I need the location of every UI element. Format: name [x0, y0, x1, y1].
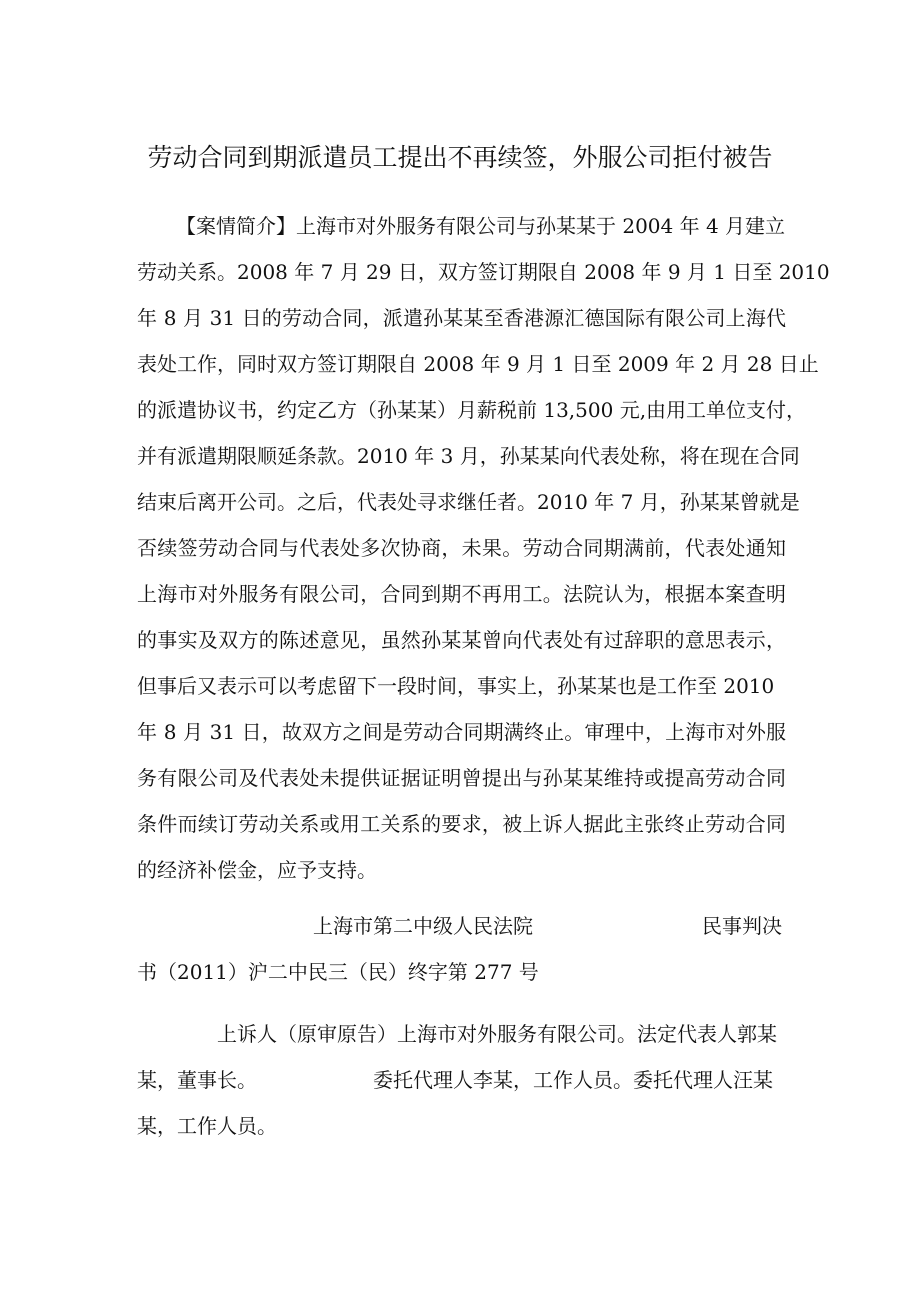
paragraph-line: 年 8 月 31 日，故双方之间是劳动合同期满终止。审理中，上海市对外服	[137, 720, 786, 744]
paragraph-line: 【案情简介】上海市对外服务有限公司与孙某某于 2004 年 4 月建立	[176, 214, 786, 238]
paragraph-line: 年 8 月 31 日的劳动合同，派遣孙某某至香港源汇德国际有限公司上海代	[137, 306, 786, 330]
paragraph-line: 务有限公司及代表处未提供证据证明曾提出与孙某某维持或提高劳动合同	[137, 766, 786, 790]
paragraph-line: 条件而续订劳动关系或用工关系的要求，被上诉人据此主张终止劳动合同	[137, 812, 786, 836]
court-name: 上海市第二中级人民法院	[313, 914, 533, 938]
judgment-type: 民事判决	[702, 914, 782, 938]
appellant-line: 上诉人（原审原告）上海市对外服务有限公司。法定代表人郭某	[217, 1022, 777, 1046]
paragraph-line: 的经济补偿金，应予支持。	[137, 858, 377, 882]
case-number: 书（2011）沪二中民三（民）终字第 277 号	[137, 960, 539, 984]
appellant-line: 某，董事长。	[137, 1068, 257, 1092]
agent-line: 某，工作人员。	[137, 1114, 277, 1138]
paragraph-line: 否续签劳动合同与代表处多次协商，未果。劳动合同期满前，代表处通知	[137, 536, 786, 560]
paragraph-line: 结束后离开公司。之后，代表处寻求继任者。2010 年 7 月，孙某某曾就是	[137, 490, 800, 514]
agent-line: 委托代理人李某，工作人员。委托代理人汪某	[373, 1068, 773, 1092]
paragraph-line: 但事后又表示可以考虑留下一段时间，事实上，孙某某也是工作至 2010	[137, 674, 775, 698]
paragraph-line: 的派遣协议书，约定乙方（孙某某）月薪税前 13,500 元,由用工单位支付，	[137, 398, 807, 422]
paragraph-line: 劳动关系。2008 年 7 月 29 日，双方签订期限自 2008 年 9 月 1 日至 2010	[137, 260, 830, 284]
document-title: 劳动合同到期派遣员工提出不再续签，外服公司拒付被告	[147, 143, 773, 172]
paragraph-line: 的事实及双方的陈述意见，虽然孙某某曾向代表处有过辞职的意思表示，	[137, 628, 786, 652]
paragraph-line: 表处工作，同时双方签订期限自 2008 年 9 月 1 日至 2009 年 2 月 28 日止	[137, 352, 819, 376]
paragraph-line: 并有派遣期限顺延条款。2010 年 3 月，孙某某向代表处称，将在现在合同	[137, 444, 800, 468]
paragraph-line: 上海市对外服务有限公司，合同到期不再用工。法院认为，根据本案查明	[137, 582, 786, 606]
